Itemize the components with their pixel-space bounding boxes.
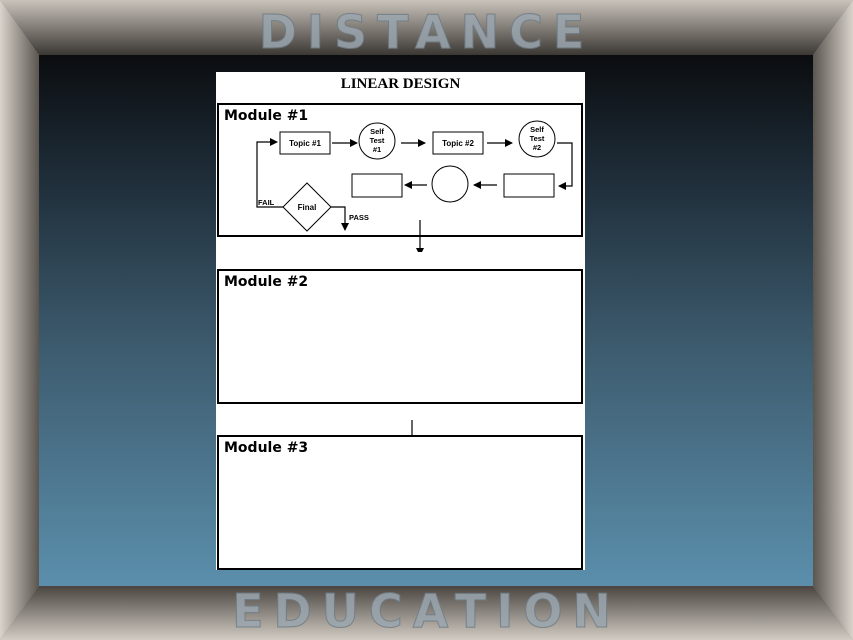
sheet-title: LINEAR DESIGN [340,76,461,92]
linear-design-sheet [216,72,585,570]
arrow-selftest2-down [557,143,572,186]
pass-label: PASS [349,213,369,222]
arrow-module1-to-module2 [410,218,430,252]
topic-4-box [352,174,402,197]
topic-3-box [504,174,554,197]
pass-arrow [331,207,345,230]
self-test-3-circle [432,166,468,202]
self-test-1-line-3: #1 [372,145,382,154]
final-label: Final [297,203,317,212]
module-1-title: Module #1 [224,108,309,124]
module-3-box [217,435,583,570]
topic-1-label: Topic #1 [289,139,321,148]
module-1-flowchart [219,105,581,235]
self-test-2-line-2: Test [529,134,545,143]
module-3-title: Module #3 [224,440,309,456]
module-2-box [217,269,583,404]
self-test-2-line-3: #2 [532,143,542,152]
self-test-1-line-1: Self [370,127,384,136]
module-2-title: Module #2 [224,274,309,290]
topic-2-label: Topic #2 [442,139,474,148]
module-1-box [217,103,583,237]
education-heading: EDUCATION [232,584,621,638]
self-test-2-line-1: Self [530,125,544,134]
fail-label: FAIL [258,198,275,207]
self-test-1-line-2: Test [369,136,385,145]
distance-heading: DISTANCE [258,5,595,59]
